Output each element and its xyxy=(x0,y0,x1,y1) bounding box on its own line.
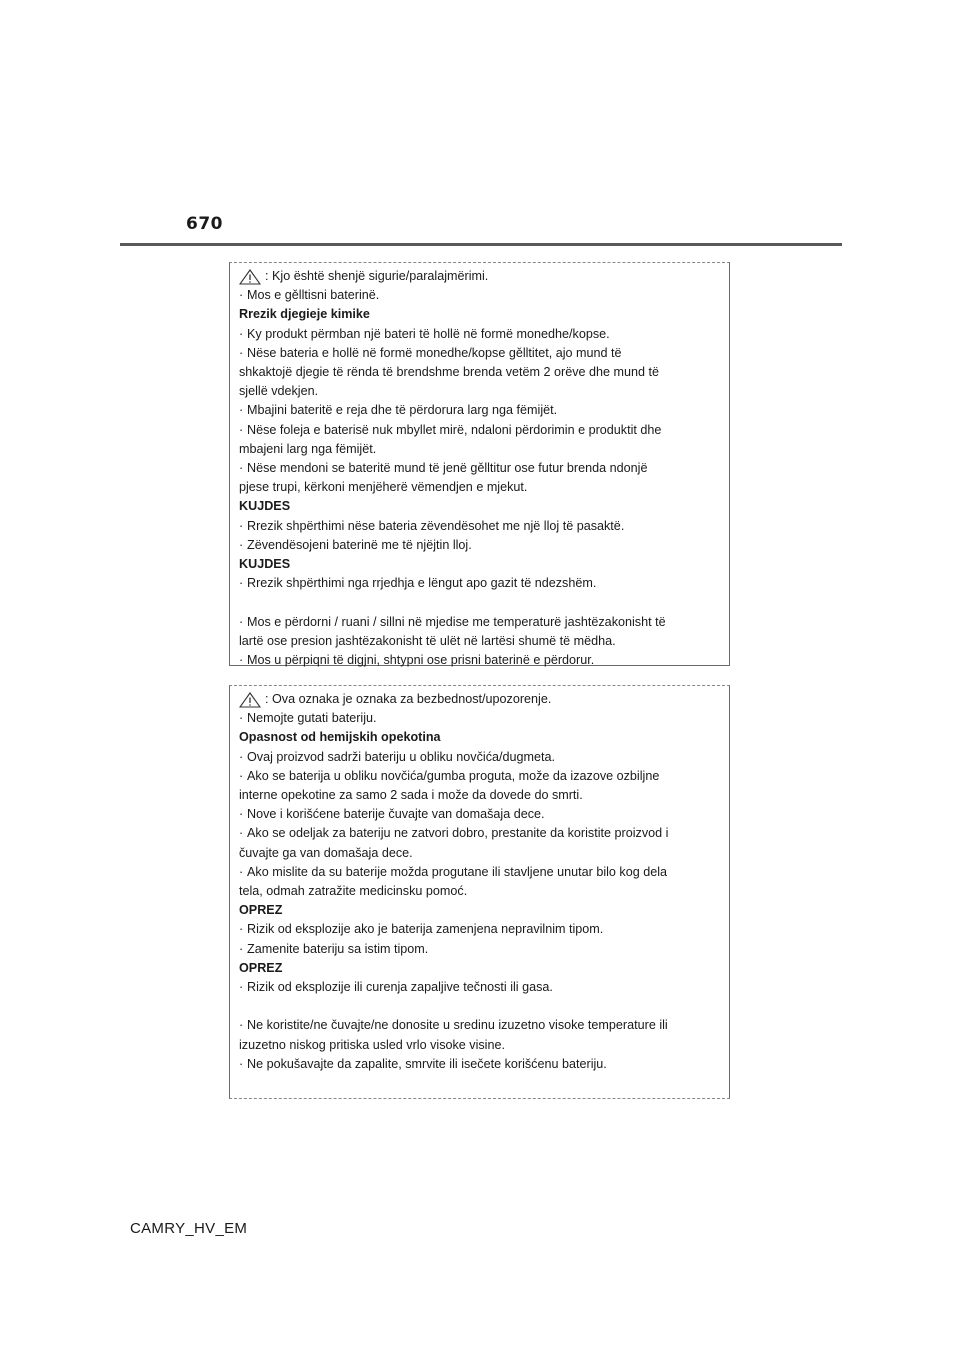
warning-text-line xyxy=(239,882,721,901)
warning-text-line xyxy=(239,805,721,824)
warning-box-albanian xyxy=(229,262,730,666)
warning-text-line xyxy=(239,459,721,478)
line-text: Mbajini bateritë e reja dhe të përdorura larg nga fëmijët. xyxy=(247,403,558,418)
line-text: Nove i korišćene baterije čuvajte van domašaja dece. xyxy=(247,807,545,822)
warning-text-line xyxy=(239,286,721,305)
line-text: mbajeni larg nga fëmijët. xyxy=(239,441,377,456)
warning-title: : Kjo është shenjë sigurie/paralajmërimi. xyxy=(265,269,489,283)
bullet-dot: · xyxy=(239,403,244,418)
bullet-dot: · xyxy=(239,768,244,783)
line-text: Mos e gělltisni baterinë. xyxy=(247,288,380,303)
bullet-dot: · xyxy=(239,576,244,591)
line-text: Zëvendësojeni baterinë me të njëjtin lloj. xyxy=(247,537,472,552)
line-text: Nemojte gutati bateriju. xyxy=(247,711,377,726)
line-text: Rrezik shpërthimi nga rrjedhja e lëngut apo gazit të ndezshëm. xyxy=(247,576,597,591)
warning-text-line xyxy=(239,824,721,843)
warning-text-line xyxy=(239,632,721,651)
warning-text-line xyxy=(239,748,721,767)
line-text: Rrezik djegieje kimike xyxy=(239,307,370,322)
warning-text-line xyxy=(239,421,721,440)
warning-text-line xyxy=(239,478,721,497)
bullet-dot: · xyxy=(239,807,244,822)
warning-triangle-icon xyxy=(239,692,261,708)
warning-text-line xyxy=(239,401,721,420)
bullet-dot: · xyxy=(239,1056,244,1071)
warning-text-line xyxy=(239,940,721,959)
warning-text-line xyxy=(239,651,721,670)
line-text: interne opekotine za samo 2 sada i može da dovede do smrti. xyxy=(239,788,583,803)
warning-heading xyxy=(239,497,721,516)
bullet-dot: · xyxy=(239,288,244,303)
line-text: sjellë vdekjen. xyxy=(239,384,319,399)
bullet-dot: · xyxy=(239,422,244,437)
line-text: shkaktojë djegie të rënda të brendshme brenda vetëm 2 orëve dhe mund të xyxy=(239,365,660,380)
warning-heading xyxy=(239,728,721,747)
bullet-dot: · xyxy=(239,941,244,956)
warning-title: : Ova oznaka je oznaka za bezbednost/upozorenje. xyxy=(265,692,552,706)
warning-text-line xyxy=(239,363,721,382)
line-text: OPREZ xyxy=(239,903,283,918)
line-text: KUJDES xyxy=(239,557,291,572)
warning-text-line xyxy=(239,574,721,593)
warning-heading xyxy=(239,901,721,920)
warning-text-line xyxy=(239,517,721,536)
warning-lines xyxy=(239,709,721,1074)
warning-text-line xyxy=(239,1055,721,1074)
bullet-dot: · xyxy=(239,980,244,995)
warning-text-line xyxy=(239,709,721,728)
line-text: Rizik od eksplozije ili curenja zapaljive tečnosti ili gasa. xyxy=(247,980,553,995)
warning-lines xyxy=(239,286,721,670)
bullet-dot: · xyxy=(239,864,244,879)
bullet-dot: · xyxy=(239,922,244,937)
warning-box-serbian xyxy=(229,685,730,1099)
line-text: Ky produkt përmban një bateri të hollë në formë monedhe/kopse. xyxy=(247,326,610,341)
bullet-dot: · xyxy=(239,518,244,533)
warning-heading xyxy=(239,959,721,978)
line-text: Nëse mendoni se bateritë mund të jenë gělltitur ose futur brenda ndonjë xyxy=(247,461,648,476)
bullet-dot: · xyxy=(239,711,244,726)
bullet-dot: · xyxy=(239,345,244,360)
warning-text-line xyxy=(239,863,721,882)
line-text: izuzetno niskog pritiska usled vrlo visoke visine. xyxy=(239,1037,505,1052)
header-rule xyxy=(120,243,842,246)
warning-heading xyxy=(239,555,721,574)
blank-line xyxy=(239,997,721,1016)
warning-text-line xyxy=(239,536,721,555)
line-text: Ako mislite da su baterije možda progutane ili stavljene unutar bilo kog dela xyxy=(247,864,668,879)
bullet-dot: · xyxy=(239,614,244,629)
warning-text-line xyxy=(239,1036,721,1055)
blank-line xyxy=(239,593,721,612)
line-text: OPREZ xyxy=(239,960,283,975)
line-text: Ovaj proizvod sadrži bateriju u obliku novčića/dugmeta. xyxy=(247,749,556,764)
bullet-dot: · xyxy=(239,537,244,552)
line-text: Rizik od eksplozije ako je baterija zamenjena nepravilnim tipom. xyxy=(247,922,604,937)
warning-text-line xyxy=(239,844,721,863)
line-text: Nëse bateria e hollë në formë monedhe/kopse gělltitet, ajo mund të xyxy=(247,345,622,360)
warning-title-line xyxy=(239,267,721,286)
warning-text-line xyxy=(239,344,721,363)
warning-triangle-icon xyxy=(239,269,261,285)
bullet-dot: · xyxy=(239,461,244,476)
bullet-dot: · xyxy=(239,326,244,341)
line-text: KUJDES xyxy=(239,499,291,514)
warning-text-line xyxy=(239,786,721,805)
warning-text-line xyxy=(239,613,721,632)
bullet-dot: · xyxy=(239,826,244,841)
line-text: lartë ose presion jashtëzakonisht të ulët në lartësi shumë të mëdha. xyxy=(239,633,616,648)
warning-text-line xyxy=(239,1016,721,1035)
line-text: Nëse foleja e baterisë nuk mbyllet mirë, ndaloni përdorimin e produktit dhe xyxy=(247,422,662,437)
warning-text-line xyxy=(239,440,721,459)
page-number: 670 xyxy=(186,214,223,234)
line-text: Mos u përpiqni të digjni, shtypni ose prisni baterinë e përdorur. xyxy=(247,653,595,668)
warning-text-line xyxy=(239,382,721,401)
line-text: Ne pokušavajte da zapalite, smrvite ili isečete korišćenu bateriju. xyxy=(247,1056,607,1071)
line-text: Mos e përdorni / ruani / sillni në mjedise me temperaturë jashtëzakonisht të xyxy=(247,614,666,629)
bullet-dot: · xyxy=(239,653,244,668)
warning-text-line xyxy=(239,325,721,344)
line-text: Zamenite bateriju sa istim tipom. xyxy=(247,941,429,956)
line-text: Opasnost od hemijskih opekotina xyxy=(239,730,441,745)
line-text: tela, odmah zatražite medicinsku pomoć. xyxy=(239,884,468,899)
warning-title-line xyxy=(239,690,721,709)
warning-heading xyxy=(239,305,721,324)
line-text: Ako se odeljak za bateriju ne zatvori dobro, prestanite da koristite proizvod i xyxy=(247,826,669,841)
line-text: Rrezik shpërthimi nëse bateria zëvendësohet me një lloj të pasaktë. xyxy=(247,518,625,533)
line-text: čuvajte ga van domašaja dece. xyxy=(239,845,413,860)
bullet-dot: · xyxy=(239,749,244,764)
bullet-dot: · xyxy=(239,1018,244,1033)
footer-model-code: CAMRY_HV_EM xyxy=(130,1220,248,1237)
warning-text-line xyxy=(239,978,721,997)
warning-text-line xyxy=(239,767,721,786)
warning-text-line xyxy=(239,920,721,939)
line-text: Ne koristite/ne čuvajte/ne donosite u sredinu izuzetno visoke temperature ili xyxy=(247,1018,668,1033)
line-text: Ako se baterija u obliku novčića/gumba proguta, može da izazove ozbiljne xyxy=(247,768,660,783)
line-text: pjese trupi, kërkoni menjëherë vëmendjen e mjekut. xyxy=(239,480,528,495)
